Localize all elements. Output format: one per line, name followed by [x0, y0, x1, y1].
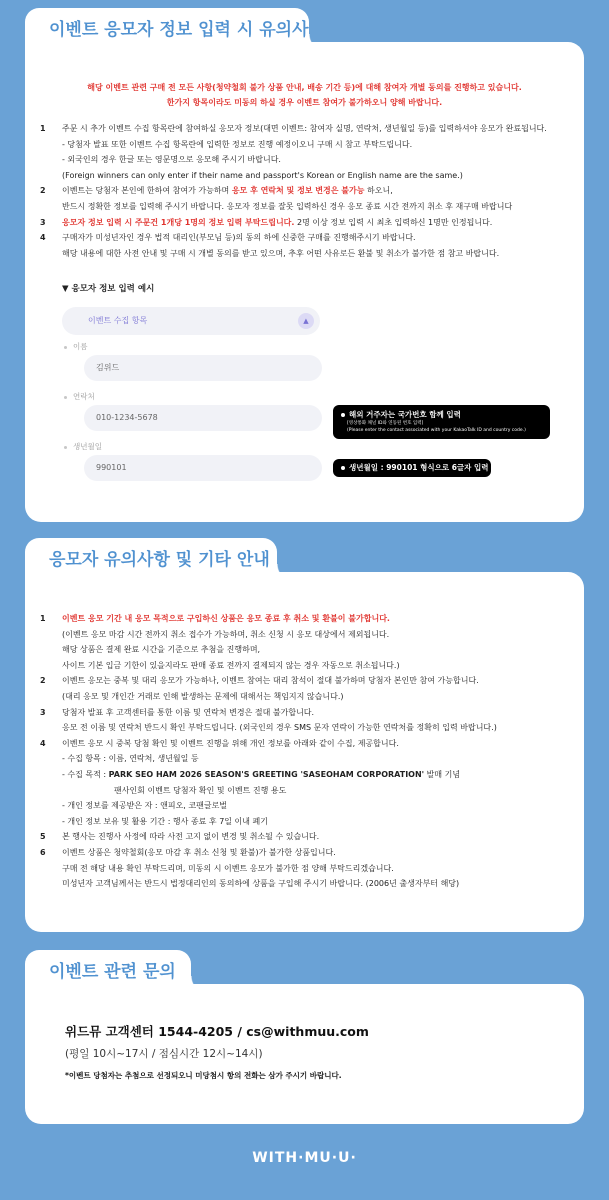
item-line: 팬사인회 이벤트 당첨자 확인 및 이벤트 진행 용도: [114, 785, 287, 795]
item-line: 이벤트 응모는 중복 및 대리 응모가 가능하나, 이벤트 참여는 대리 참석이 절대 불가하며 당첨자 본인만 참여 가능합니다.: [62, 676, 479, 686]
item-line: 이벤트 응모 기간 내 응모 목적으로 구입하신 상품은 응모 종료 후 취소 및 환불이 불가합니다.: [62, 614, 390, 623]
list-item: [40, 215, 585, 231]
item-line: 구매자가 미성년자인 경우 법적 대리인(부모님 등)의 동의 하에 신중한 구매를 진행해주시기 바랍니다.: [62, 233, 416, 243]
item-line: 해당 상품은 결제 완료 시간을 기준으로 추첨을 진행하며,: [62, 645, 261, 655]
item-line: - 개인 정보를 제공받은 자 : 앤피오, 코팬글로벌: [62, 801, 228, 811]
item-number: 2: [40, 186, 46, 196]
item-line: 응모자 정보 입력 시 주문건 1개당 1명의 정보 입력 부탁드립니다. 2명 이상 정보 입력 시 최초 입력하신 1명만 인정됩니다.: [62, 217, 493, 227]
contact-hours: (평일 10시~17시 / 점심시간 12시~14시): [65, 1048, 263, 1060]
list-item: 2 이벤트 응모는 중복 및 대리 응모가 가능하나, 이벤트 참여는 대리 참석이 절대 불가하며 당첨자 본인만 참여 가능합니다. (대리 응모 및 개인간 거래로 인해 발생하는 문제에 대해서는 책임지지 않습니다.): [40, 673, 585, 704]
notice-line-2: 한가지 항목이라도 미동의 하실 경우 이벤트 참여가 불가하오니 양해 바랍니다.: [166, 98, 443, 107]
item-line: - 외국인의 경우 한글 또는 영문명으로 응모해 주시기 바랍니다.: [62, 155, 281, 165]
item-line: 이벤트 상품은 청약철회(응모 마감 후 취소 신청 및 환불)가 불가한 상품입니다.: [62, 847, 336, 857]
event-fields-accordion[interactable]: [62, 307, 320, 335]
item-line: 구매 전 해당 내용 확인 부탁드리며, 미동의 시 이벤트 응모가 불가한 점 양해 부탁드리겠습니다.: [62, 863, 394, 873]
section-title: 이벤트 응모자 정보 입력 시 유의사: [25, 8, 309, 52]
item-number: 4: [40, 233, 46, 243]
item-line: 해당 내용에 대한 사전 안내 및 구매 시 개별 동의를 받고 있으며, 추후 어떤 사유로든 환불 및 취소가 불가한 점 참고 바랍니다.: [62, 248, 500, 258]
item-line: - 수집 항목 : 이름, 연락처, 생년월일 등: [62, 754, 199, 764]
phone-field[interactable]: 010-1234-5678: [84, 405, 322, 431]
list-item: 3 당첨자 발표 후 고객센터를 통한 이름 및 연락처 변경은 절대 불가합니다. 응모 전 이름 및 연락처 반드시 확인 부탁드립니다. (외국인의 경우 SMS 문자 연락이 가능한 연락처를 정확히 입력 바랍니다.): [40, 705, 585, 736]
section-title: 응모자 유의사항 및 기타 안내: [25, 538, 277, 582]
list-item: 1 이벤트 응모 기간 내 응모 목적으로 구입하신 상품은 응모 종료 후 취소 및 환불이 불가합니다. (이벤트 응모 마감 시간 전까지 취소 접수가 가능하며, 취소 신청 시 응모 대상에서 제외됩니다. 해당 상품은 결제 완료 시간을 기준으로 추첨을 진행하며, 사이트 기본 입금 기한이 있을지라도 판매 종료 전까지 결제되지 않는 경우 자동으로 취소됩니다.): [40, 611, 585, 673]
list-item: 6 이벤트 상품은 청약철회(응모 마감 후 취소 신청 및 환불)가 불가한 상품입니다. 구매 전 해당 내용 확인 부탁드리며, 미동의 시 이벤트 응모가 불가한 점 양해 부탁드리겠습니다. 미성년자 고객님께서는 반드시 법정대리인의 동의하에 상품을 구입해 주시기 바랍니다. (2006년 출생자부터 해당): [40, 845, 585, 892]
birthdate-field[interactable]: 990101: [84, 455, 322, 481]
item-line: (대리 응모 및 개인간 거래로 인해 발생하는 문제에 대해서는 책임지지 않습니다.): [62, 691, 344, 701]
list-item: [40, 121, 585, 183]
notice-red: [25, 80, 584, 110]
section-title: 이벤트 관련 문의: [25, 950, 191, 994]
item-line: (이벤트 응모 마감 시간 전까지 취소 접수가 가능하며, 취소 신청 시 응모 대상에서 제외됩니다.: [62, 629, 390, 639]
item-line: 이벤트 응모 시 중복 당첨 확인 및 이벤트 진행을 위해 개인 정보를 아래와 같이 수집, 제공합니다.: [62, 738, 399, 748]
accordion-label: 이벤트 수집 항목: [88, 316, 148, 325]
list-item: 4 이벤트 응모 시 중복 당첨 확인 및 이벤트 진행을 위해 개인 정보를 아래와 같이 수집, 제공합니다. - 수집 항목 : 이름, 연락처, 생년월일 등 - 수집 목적 : PARK SEO HAM 2026 SEASON'S GREETING 'SASEOHAM CORPORATION' 발매 기념 팬사인회 이벤트 당첨자 확인 및 이벤트 진행 용도 - 개인 정보를 제공받은 자 : 앤피오, 코팬글로벌 - 개인 정보 보유 및 활용 기간 : 행사 종료 후 7일 이내 폐기: [40, 736, 585, 830]
field-label-birth: 생년월일: [64, 441, 102, 452]
field-label-name: 이름: [64, 341, 88, 352]
entrant-rules-list: [40, 121, 585, 261]
item-number: 1: [40, 124, 46, 133]
item-line: - 수집 목적 : PARK SEO HAM 2026 SEASON'S GREETING 'SASEOHAM CORPORATION' 발매 기념: [62, 769, 461, 779]
item-line: 당첨자 발표 후 고객센터를 통한 이름 및 연락처 변경은 절대 불가합니다.: [62, 707, 315, 717]
item-line: (Foreign winners can only enter if their name and passport's Korean or English name are the same.): [62, 170, 463, 180]
name-field[interactable]: 김위드: [84, 355, 322, 381]
item-line: 주문 시 추가 이벤트 수집 항목란에 참여하실 응모자 정보(대면 이벤트: 참여자 실명, 연락처, 생년월일 등)를 입력하셔야 응모가 완료됩니다.: [62, 124, 547, 133]
list-item: [40, 183, 585, 214]
example-title: ▼ 응모자 정보 입력 예시: [62, 284, 155, 294]
item-line: 응모 전 이름 및 연락처 반드시 확인 부탁드립니다. (외국인의 경우 SMS 문자 연락이 가능한 연락처를 정확히 입력 바랍니다.): [62, 723, 497, 733]
list-item: 5 본 행사는 진행사 사정에 따라 사전 고지 없이 변경 및 취소될 수 있습니다.: [40, 829, 585, 845]
item-number: 3: [40, 217, 46, 227]
notice-line-1: 해당 이벤트 관련 구매 전 모든 사항(청약철회 불가 상품 안내, 배송 기간 등)에 대해 참여자 개별 동의를 진행하고 있습니다.: [87, 83, 522, 92]
list-item: [40, 230, 585, 261]
item-line: - 개인 정보 보유 및 활용 기간 : 행사 종료 후 7일 이내 폐기: [62, 816, 269, 826]
field-label-phone: 연락처: [64, 391, 95, 402]
item-line: 미성년자 고객님께서는 반드시 법정대리인의 동의하에 상품을 구입해 주시기 바랍니다. (2006년 출생자부터 해당): [62, 879, 460, 889]
other-notices-list: [40, 611, 585, 892]
item-line: 사이트 기본 입금 기한이 있을지라도 판매 종료 전까지 결제되지 않는 경우 자동으로 취소됩니다.): [62, 660, 400, 670]
withmuu-logo: WITH·MU·U·: [252, 1150, 357, 1166]
item-line: 반드시 정확한 정보를 입력해 주시기 바랍니다. 응모자 정보를 잘못 입력하신 경우 응모 종료 시간 전까지 취소 후 재구매 바랍니다: [62, 201, 513, 211]
tooltip-phone: 해외 거주자는 국가번호 함께 입력 [영상통화 채널 ID와 연동된 번호 입력] (Please enter the contact associated with your KakaoTalk ID and country code.): [333, 405, 550, 439]
contact-note: *이벤트 당첨자는 추첨으로 선정되오니 미당첨시 항의 전화는 삼가 주시기 바랍니다.: [65, 1071, 342, 1080]
tooltip-birthdate: 생년월일 : 990101 형식으로 6글자 입력: [333, 459, 491, 477]
item-line: - 당첨자 발표 또한 이벤트 수집 항목란에 입력한 정보로 진행 예정이오니 구매 시 참고 부탁드립니다.: [62, 139, 413, 149]
item-line: 이벤트는 당첨자 본인에 한하여 참여가 가능하며 응모 후 연락처 및 정보 변경은 불가능 하오니,: [62, 186, 393, 196]
chevron-up-icon[interactable]: ▲: [298, 313, 314, 329]
contact-info: 위드뮤 고객센터 1544-4205 / cs@withmuu.com: [65, 1024, 369, 1039]
item-line: 본 행사는 진행사 사정에 따라 사전 고지 없이 변경 및 취소될 수 있습니다.: [62, 832, 320, 842]
